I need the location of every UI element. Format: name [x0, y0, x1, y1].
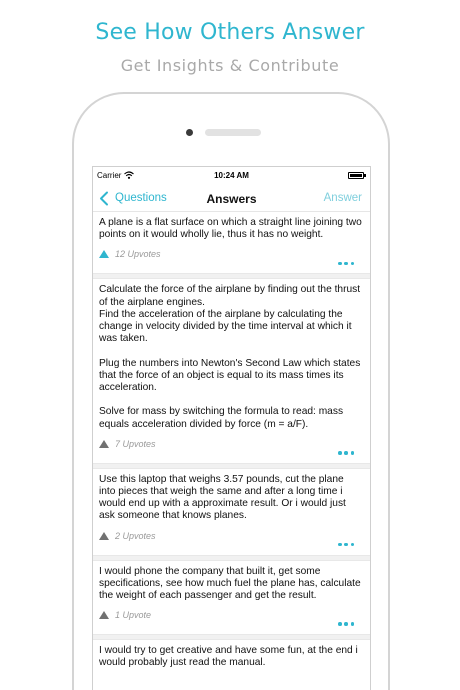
more-dot	[351, 451, 355, 455]
upvote-count: 12 Upvotes	[115, 249, 161, 260]
answer-text	[99, 217, 362, 241]
status-bar	[93, 167, 370, 184]
promo-subline: Get Insights & Contribute	[120, 56, 340, 75]
more-dot	[338, 622, 342, 626]
upvote-count: 1 Upvote	[115, 610, 152, 621]
answer-card	[93, 212, 370, 273]
upvote-count: 7 Upvotes	[115, 438, 156, 449]
answer-paragraph: Solve for mass by switching the formula to read: mass equals acceleration divided by force (m = a/F).	[99, 406, 344, 430]
more-dot	[351, 622, 355, 626]
battery-icon	[348, 172, 364, 179]
answer-text	[99, 284, 362, 430]
status-time: 10:24 AM	[214, 171, 249, 180]
upvote-button[interactable]	[99, 248, 161, 260]
more-dot	[338, 451, 342, 455]
more-dot	[344, 622, 348, 626]
more-dot	[344, 262, 348, 266]
more-options-icon[interactable]	[338, 260, 354, 266]
more-options-icon[interactable]	[338, 450, 354, 456]
earpiece-speaker	[205, 129, 261, 136]
chevron-left-icon	[99, 191, 109, 206]
answer-paragraph: Use this laptop that weighs 3.57 pounds, cut the plane into pieces that weigh the same and after a long time i would end up with a approximate result. Or i would just ask someone that knows planes.	[99, 473, 346, 522]
answer-card	[93, 279, 370, 462]
back-button-label: Questions	[115, 192, 167, 204]
more-dot	[338, 262, 342, 266]
answer-text	[99, 645, 362, 669]
more-dot	[344, 451, 348, 455]
answer-paragraph: I would phone the company that built it, get some specifications, see how much fuel the plane has, calculate the weight of each passenger and get the result.	[99, 565, 361, 602]
back-button[interactable]	[99, 190, 167, 206]
answer-paragraph: Calculate the force of the airplane by finding out the thrust of the airplane engines. Find the acceleration of the airplane by calculating the change in velocity divided by the time interval at which it was taken.	[99, 284, 361, 345]
upvote-count: 2 Upvotes	[115, 530, 156, 541]
answer-paragraph: Plug the numbers into Newton's Second Law which states that the force of an object is equal to its mass times its acceleration.	[99, 357, 361, 394]
answer-text	[99, 566, 362, 603]
more-dot	[351, 543, 355, 547]
more-dot	[351, 262, 355, 266]
more-dot	[344, 543, 348, 547]
upvote-triangle-icon	[99, 532, 109, 540]
navigation-bar	[93, 184, 370, 212]
answer-button[interactable]: Answer	[323, 192, 362, 204]
front-camera	[186, 129, 193, 136]
more-options-icon[interactable]	[338, 542, 354, 548]
answer-footer	[99, 602, 362, 634]
answer-card	[93, 640, 370, 669]
app-screen	[92, 166, 371, 690]
answer-paragraph: I would try to get creative and have some fun, at the end i would probably just read the manual.	[99, 645, 358, 669]
upvote-button[interactable]	[99, 609, 151, 621]
upvote-button[interactable]	[99, 438, 156, 450]
more-options-icon[interactable]	[338, 621, 354, 627]
answer-footer	[99, 241, 362, 273]
answer-text	[99, 474, 362, 523]
upvote-button[interactable]	[99, 530, 156, 542]
upvote-triangle-icon	[99, 440, 109, 448]
answer-footer	[99, 431, 362, 463]
answer-card	[93, 561, 370, 635]
answer-card	[93, 469, 370, 555]
more-dot	[338, 543, 342, 547]
upvote-triangle-icon	[99, 611, 109, 619]
upvote-triangle-icon	[99, 250, 109, 258]
promo-headline: See How Others Answer	[95, 20, 365, 45]
answer-footer	[99, 523, 362, 555]
answers-list	[93, 212, 370, 670]
page-title: Answers	[206, 192, 257, 206]
carrier-label: Carrier	[97, 171, 122, 180]
answer-paragraph: A plane is a flat surface on which a straight line joining two points on it would wholly lie, thus it has no weight.	[99, 217, 362, 241]
